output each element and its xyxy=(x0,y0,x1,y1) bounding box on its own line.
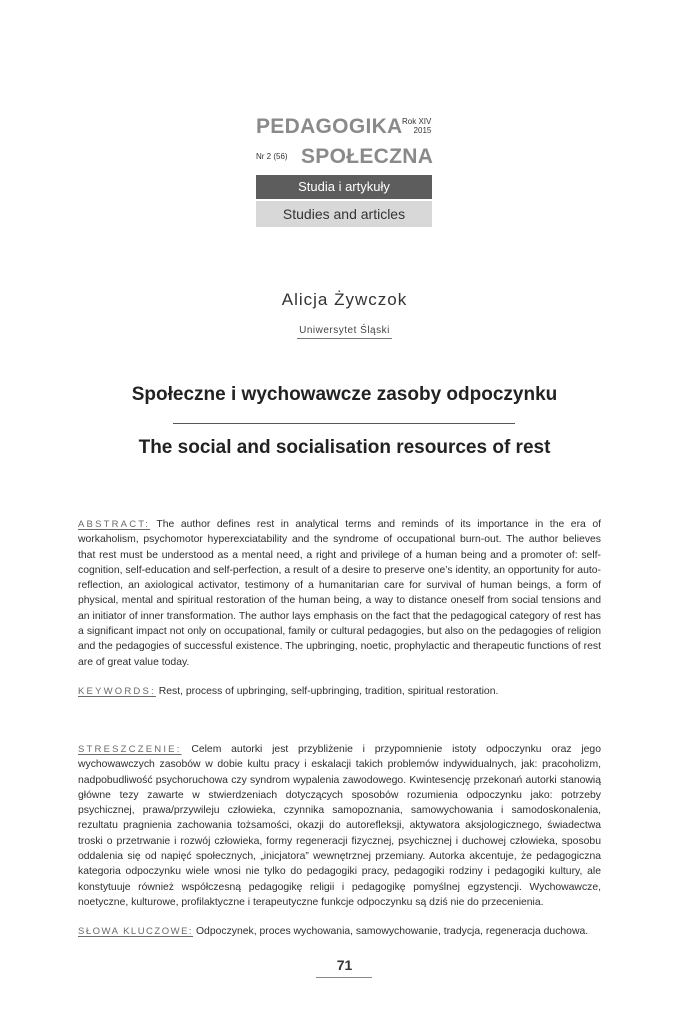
journal-issue: Nr 2 (56) xyxy=(256,152,288,161)
keywords-paragraph xyxy=(78,684,601,699)
section-label-en: Studies and articles xyxy=(256,201,432,227)
slowa-kluczowe-text: Odpoczynek, proces wychowania, samowychowanie, tradycja, regeneracja duchowa. xyxy=(195,926,589,937)
section-label-pl: Studia i artykuły xyxy=(256,175,432,199)
article-title-pl: Społeczne i wychowawcze zasoby odpoczynku xyxy=(131,384,558,405)
keywords-text: Rest, process of upbringing, self-upbringing, tradition, spiritual restoration. xyxy=(158,686,499,697)
journal-volume: Rok XIV xyxy=(402,117,432,126)
journal-year: 2015 xyxy=(413,126,432,135)
author-affiliation: Uniwersytet Śląski xyxy=(297,325,392,339)
abstract-text: The author defines rest in analytical terms and reminds of its importance in the era of workaholism, psychomotor hyperexciatability and the syndrome of occupational burn-out. The author believes that rest must be understood as a mental need, a right and privilege of a human being and a promoter of: self-cognition, self-education and self-perfection, a result of a desire to preserve one’s identity, an opportunity for auto-reflection, an axiological activator, testimony of a humanitarian care for survival of human beings, a form of physical, mental and spiritual restoration of the human being, a way to distance oneself from social tensions and an initiator of inner transformation. The author lays emphasis on the fact that the pedagogical category of rest has a significant impact not only on occupational, family or cultural pedagogies, but also on the pedagogies of religion and the pedagogies of successful existence. The upbringing, noetic, prophylactic and therapeutic functions of rest are of great value today. xyxy=(78,519,602,668)
title-divider xyxy=(173,423,515,424)
author-name: Alicja Żywczok xyxy=(281,290,408,309)
abstract-label: ABSTRACT: xyxy=(78,519,151,530)
article-title-en: The social and socialisation resources of rest xyxy=(138,437,551,458)
slowa-kluczowe-paragraph xyxy=(78,924,601,939)
page-number: 71 xyxy=(336,957,353,973)
page-number-rule xyxy=(316,977,372,978)
keywords-label: KEYWORDS: xyxy=(78,686,156,697)
journal-title-line2: SPOŁECZNA xyxy=(301,145,434,168)
journal-title-line1: PEDAGOGIKA xyxy=(256,115,403,138)
affiliation-wrapper xyxy=(0,320,689,339)
streszczenie-paragraph xyxy=(78,742,601,910)
streszczenie-text: Celem autorki jest przybliżenie i przypomnienie istoty odpoczynku oraz jego wychowawczych zasobów w dobie kultu pracy i eskalacji takich problemów indywidualnych, jak: pracoholizm, nadpobudliwość psychoruchowa czy syndrom wypalenia zawodowego. Kwintesencję przekonań autorki stanowią główne tezy zawarte w stwierdzeniach dotyczących sposobów rozumienia odpoczynku jako: potrzeby psychicznej, prawa/przywileju człowieka, czynnika samopoznania, samowychowania i samodoskonalenia, rezultatu pragnienia zachowania tożsamości, okazji do autorefleksji, aktywatora aksjologicznego, świadectwa troski o przetrwanie i rozwój człowieka, formy regeneracji fizycznej, psychicznej i duchowej człowieka, sposobu oddalenia się od napięć społecznych, „inicjatora” wewnętrznej przemiany. Autorka akcentuje, że pedagogiczna kategoria odpoczynku wiele wnosi nie tylko do pedagogiki pracy, pedagogiki rodziny i pedagogiki kultury, ale konstytuuje również współczesną pedagogikę religii i pedagogikę pomyślnej egzystencji. Wychowawcze, noetyczne, kulturowe, profilaktyczne i terapeutyczne funkcje odpoczynku są dziś nie do przecenienia. xyxy=(78,744,601,908)
streszczenie-label: STRESZCZENIE: xyxy=(78,744,182,755)
journal-volume-year xyxy=(402,117,431,135)
journal-masthead xyxy=(256,113,434,173)
abstract-paragraph xyxy=(78,517,601,670)
slowa-kluczowe-label: SŁOWA KLUCZOWE: xyxy=(78,926,194,937)
